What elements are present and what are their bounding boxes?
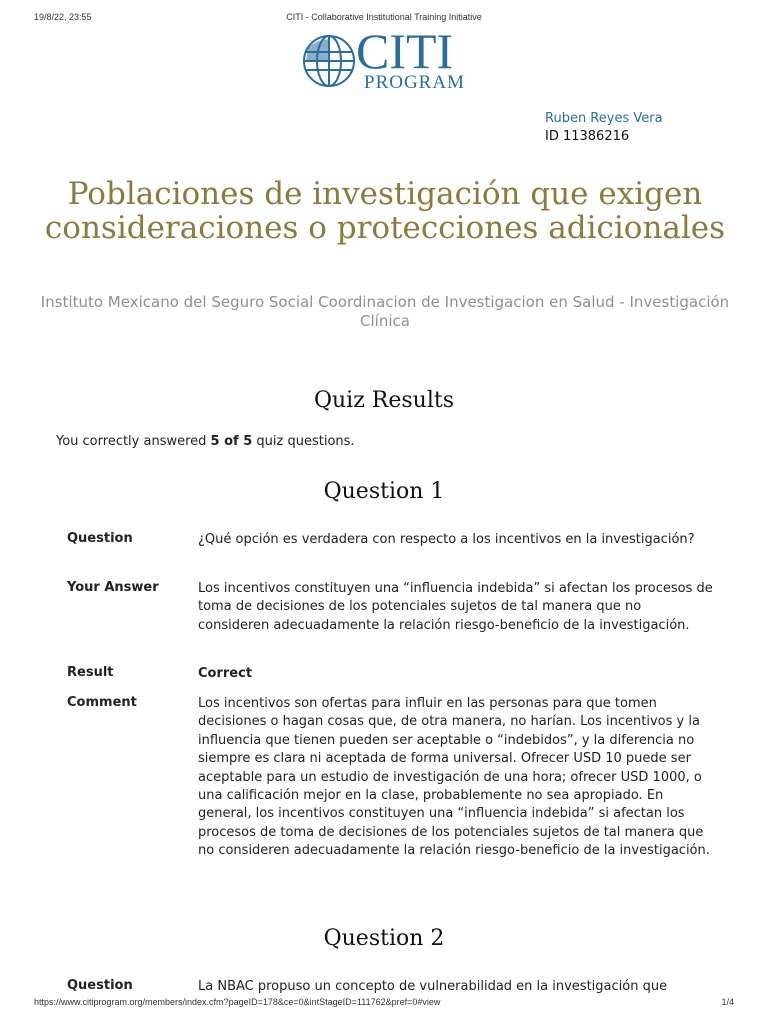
citi-program-logo [300, 23, 465, 94]
answer-label: Your Answer [67, 580, 159, 595]
summary-score: 5 of 5 [210, 434, 253, 449]
question-label: Question [67, 978, 133, 993]
summary-suffix: quiz questions. [252, 434, 355, 449]
user-name: Ruben Reyes Vera [545, 111, 663, 126]
course-title: Poblaciones de investigación que exigen consideraciones o protecciones adicionales [44, 176, 726, 246]
answer-text: Los incentivos constituyen una “influencia indebida” si afectan los procesos de toma de decisiones de los potenciales sujetos de tal manera que no consideren adecuadamente la relación riesgo-beneficio de la investigación. [198, 581, 713, 633]
print-page-number: 1/4 [721, 997, 734, 1007]
globe-icon [302, 34, 356, 88]
institution-name: Instituto Mexicano del Seguro Social Coordinacion de Investigacion en Salud - Investigación Clínica [40, 293, 730, 330]
user-id: ID 11386216 [545, 129, 630, 144]
result-value: Correct [198, 666, 253, 681]
quiz-summary [56, 434, 355, 449]
result-label: Result [67, 665, 114, 680]
comment-text: Los incentivos son ofertas para influir en las personas para que tomen decisiones o hagan cosas que, de otra manera, no harían. Los incentivos y la influencia que tienen pueden ser aceptable o “indebidos”, y la diferencia no siempre es clara ni aceptada de forma universal. Ofrecer USD 10 puede ser aceptable para un estudio de investigación de una hora; ofrecer USD 1000, o una calificación mejor en la clase, probablemente no sea apropiado. En general, los incentivos constituyen una “influencia indebida” si afectan los procesos de toma de decisiones de los potenciales sujetos de tal manera que no consideren adecuadamente la relación riesgo-beneficio de la investigación. [198, 696, 710, 859]
question-label: Question [67, 531, 133, 546]
print-url: https://www.citiprogram.org/members/index.cfm?pageID=178&ce=0&intStageID=111762&pref=0#view [34, 997, 441, 1007]
print-page-title: CITI - Collaborative Institutional Training Initiative [286, 12, 482, 22]
question-text: La NBAC propuso un concepto de vulnerabilidad en la investigación que [198, 979, 668, 994]
logo-program-text: PROGRAM [364, 72, 465, 93]
comment-label: Comment [67, 695, 137, 710]
summary-prefix: You correctly answered [56, 434, 211, 449]
question-heading: Question 2 [323, 926, 445, 951]
question-text: ¿Qué opción es verdadera con respecto a los incentivos en la investigación? [198, 532, 695, 547]
user-info [545, 110, 663, 146]
question-heading: Question 1 [323, 479, 445, 504]
logo-citi-text: CITI [356, 23, 454, 79]
print-date: 19/8/22, 23:55 [34, 12, 92, 22]
quiz-results-heading: Quiz Results [313, 388, 455, 413]
